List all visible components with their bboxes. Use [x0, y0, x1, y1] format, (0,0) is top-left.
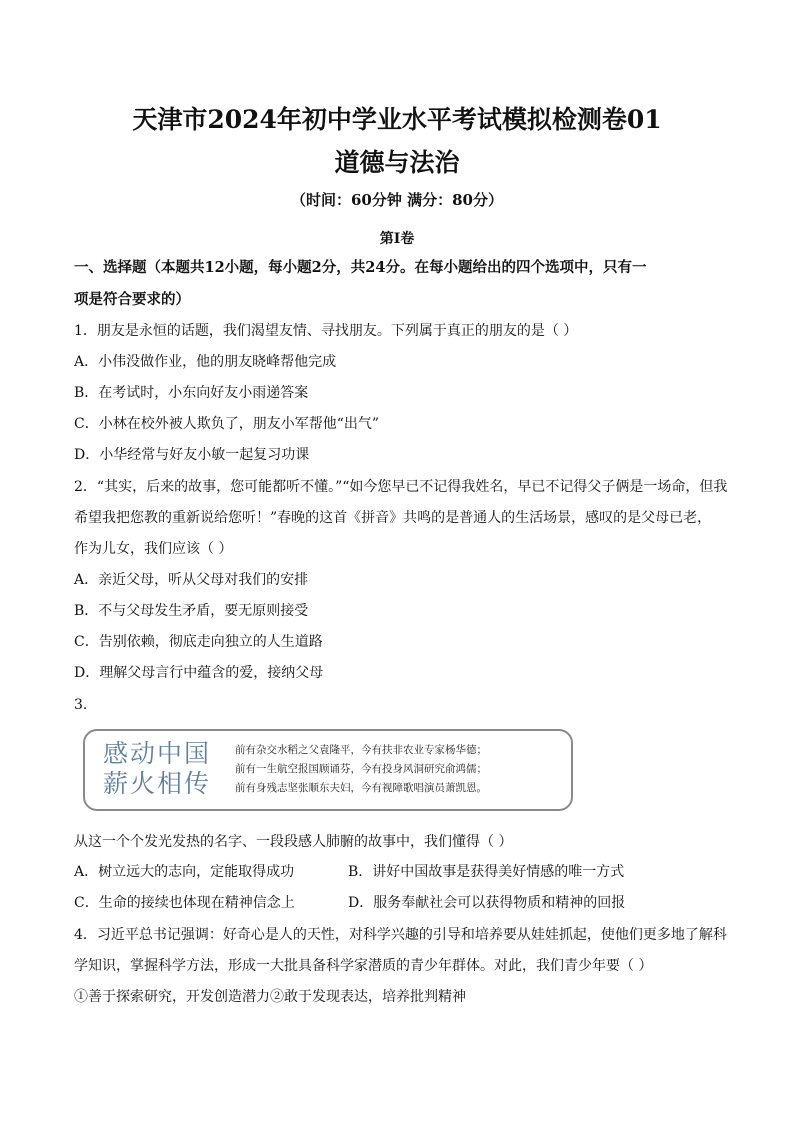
q3-option-d: D．服务奉献社会可以获得物质和精神的回报	[348, 895, 626, 911]
q2-option-c: C．告别依赖，彻底走向独立的人生道路	[74, 634, 323, 650]
banner-text-line2: 前有一生航空报国顾诵芬，今有投身风洞研究俞鸿儒；	[235, 763, 487, 775]
banner-text	[235, 741, 487, 798]
section-heading: 一、选择题（本题共12小题，每小题2分，共24分。在每小题给出的四个选项中，只有一	[74, 259, 647, 276]
q1-option-d: D．小华经常与好友小敏一起复习功课	[74, 447, 310, 463]
section-heading-cont: 项是符合要求的）	[74, 291, 190, 308]
question-3-banner	[83, 729, 573, 811]
question-1-stem: 1．朋友是永恒的话题，我们渴望友情、寻找朋友。下列属于真正的朋友的是（ ）	[74, 323, 578, 339]
q2-option-b: B．不与父母发生矛盾，要无原则接受	[74, 603, 309, 619]
banner-logo	[103, 739, 223, 799]
question-2-stem-cont: 希望我把您教的重新说给您听！”春晚的这首《拼音》共鸣的是普通人的生活场景，感叹的是父母已老，	[74, 510, 712, 526]
question-4-items: ①善于探索研究，开发创造潜力②敢于发现表达，培养批判精神	[74, 989, 466, 1005]
volume-label: 第I卷	[379, 231, 415, 247]
q1-option-a: A．小伟没做作业，他的朋友晓峰帮他完成	[74, 354, 337, 370]
question-3-number: 3．	[74, 697, 97, 713]
q1-option-c: C．小林在校外被人欺负了，朋友小军帮他“出气”	[74, 416, 380, 432]
q3-option-b: B．讲好中国故事是获得美好情感的唯一方式	[348, 864, 625, 880]
exam-title: 天津市2024年初中学业水平考试模拟检测卷01	[132, 105, 662, 134]
q2-option-d: D．理解父母言行中蕴含的爱，接纳父母	[74, 665, 324, 681]
question-3-stem: 从这一个个发光发热的名字、一段段感人肺腑的故事中，我们懂得（ ）	[74, 834, 513, 850]
q3-option-a: A．树立远大的志向，定能取得成功	[74, 864, 295, 880]
subject-title: 道德与法治	[334, 148, 460, 177]
banner-logo-line2: 薪火相传	[103, 769, 212, 798]
banner-logo-line1: 感动中国	[103, 739, 212, 768]
question-4-stem: 4．习近平总书记强调：好奇心是人的天性，对科学兴趣的引导和培养要从娃娃抓起，使他们更多地了解科	[74, 927, 727, 943]
banner-text-line3: 前有身残志坚张顺东夫妇，今有视障歌唱演员萧凯恩。	[235, 782, 487, 794]
question-4-stem-cont: 学知识，掌握科学方法，形成一大批具备科学家潜质的青少年群体。对此，我们青少年要（ ）	[74, 958, 653, 974]
q3-option-c: C．生命的接续也体现在精神信念上	[74, 895, 295, 911]
exam-info: （时间：60分钟 满分：80分）	[291, 191, 503, 209]
q2-option-a: A．亲近父母，听从父母对我们的安排	[74, 572, 309, 588]
q1-option-b: B．在考试时，小东向好友小雨递答案	[74, 385, 309, 401]
question-2-stem: 2．“其实，后来的故事，您可能都听不懂。”“如今您早已不记得我姓名，早已不记得父子俩是一场命，但我	[74, 479, 728, 495]
banner-text-line1: 前有杂交水稻之父袁隆平，今有扶非农业专家杨华德；	[235, 744, 487, 756]
question-2-stem-end: 作为儿女，我们应该（ ）	[74, 541, 233, 557]
